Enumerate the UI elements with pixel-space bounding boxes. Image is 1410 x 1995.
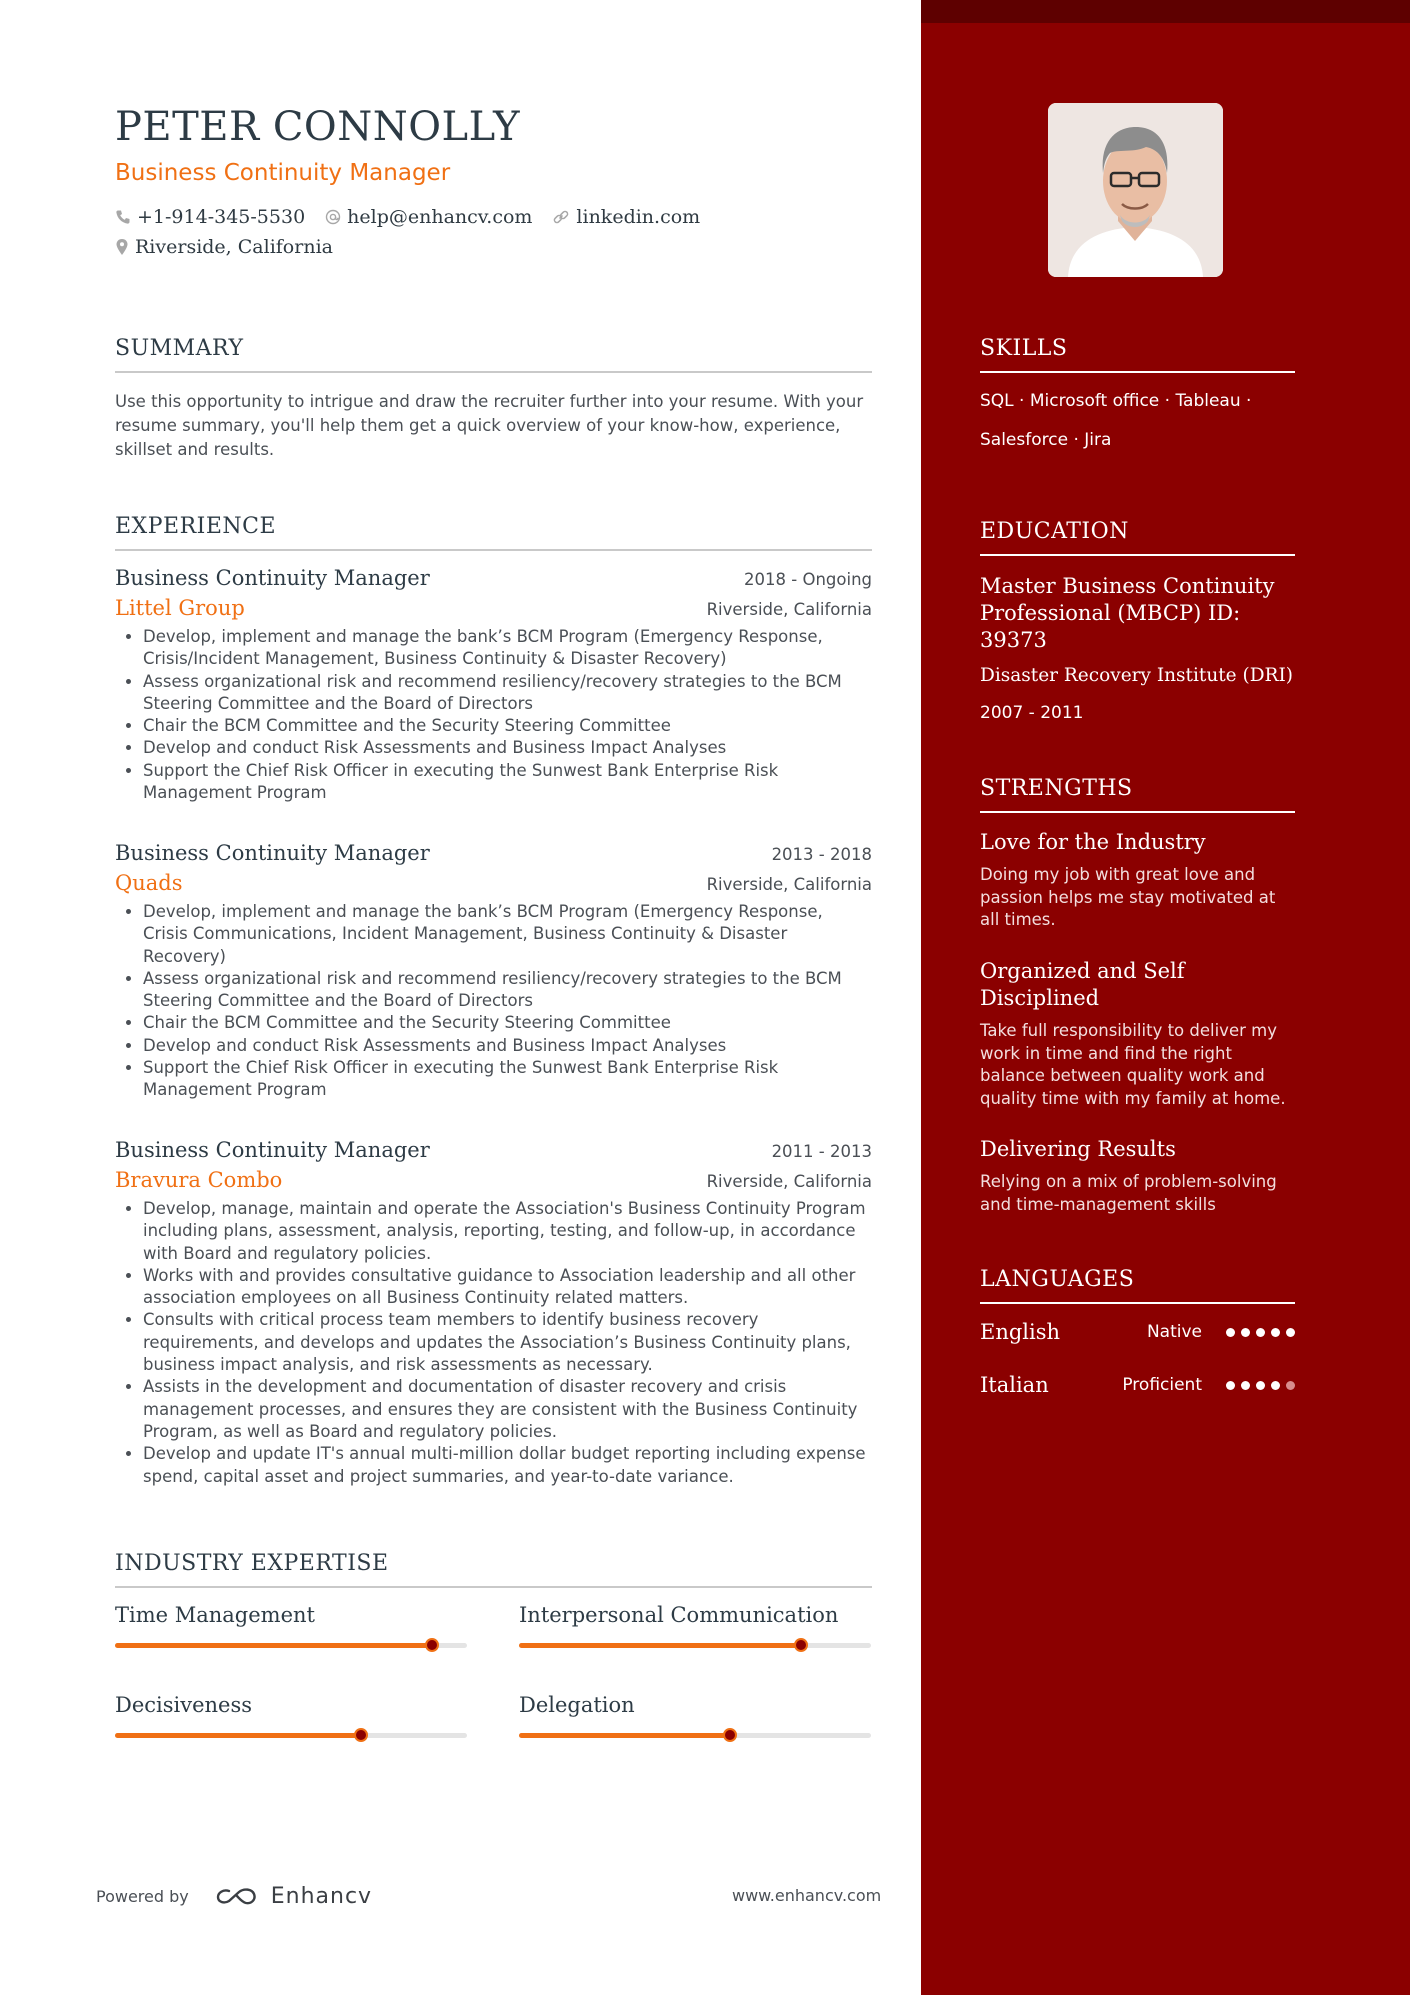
job-bullets xyxy=(115,1198,872,1488)
brand-name: Enhancv xyxy=(270,1884,373,1909)
footer-website[interactable]: www.enhancv.com xyxy=(732,1886,882,1905)
education-degree: Master Business Continuity Professional (MBCP) ID: 39373 xyxy=(980,574,1275,652)
language-dots xyxy=(1226,1328,1295,1337)
expertise-item xyxy=(519,1603,871,1648)
strength-desc: Relying on a mix of problem-solving and time-management skills xyxy=(980,1172,1277,1214)
skills-line: SQL · Microsoft office · Tableau · xyxy=(980,391,1252,411)
proficiency-dot-filled xyxy=(1256,1328,1265,1337)
language-name: Italian xyxy=(980,1373,1049,1397)
proficiency-dot-filled xyxy=(1286,1328,1295,1337)
education-school: Disaster Recovery Institute (DRI) xyxy=(980,665,1294,686)
job-bullet: • Develop and conduct Risk Assessments and Business Impact Analyses xyxy=(143,737,872,759)
strength-item xyxy=(980,958,1295,1110)
proficiency-dot-filled xyxy=(1256,1381,1265,1390)
expertise-item xyxy=(115,1603,467,1648)
summary-heading: SUMMARY xyxy=(115,336,872,373)
education-dates: 2007 - 2011 xyxy=(980,703,1084,723)
proficiency-dot-empty xyxy=(1286,1381,1295,1390)
job-bullet: • Consults with critical process team members to identify business recovery requirements, and develops and updates the Association’s Business Continuity plans, business impact analysis, and risk assessments as necessary. xyxy=(143,1309,872,1376)
powered-by-text: Powered by xyxy=(96,1887,189,1906)
job-location: Riverside, California xyxy=(706,1172,872,1191)
job-dates: 2013 - 2018 xyxy=(771,845,872,864)
job-role: Business Continuity Manager xyxy=(115,1138,430,1162)
job-bullet: • Chair the BCM Committee and the Security Steering Committee xyxy=(143,1012,872,1034)
expertise-label: Decisiveness xyxy=(115,1693,253,1717)
phone-text: +1-914-345-5530 xyxy=(137,206,306,228)
contact-row xyxy=(115,206,720,228)
candidate-title: Business Continuity Manager xyxy=(115,160,451,186)
proficiency-dot-filled xyxy=(1226,1381,1235,1390)
experience-heading: EXPERIENCE xyxy=(115,514,872,551)
sidebar xyxy=(921,0,1410,1995)
language-name: English xyxy=(980,1320,1061,1344)
job-role: Business Continuity Manager xyxy=(115,841,430,865)
at-icon xyxy=(325,209,341,225)
phone-contact[interactable] xyxy=(115,206,305,228)
job-bullet: • Works with and provides consultative guidance to Association leadership and all other association employees on all Business Continuity related matters. xyxy=(143,1265,872,1310)
language-dots xyxy=(1226,1381,1295,1390)
location-contact xyxy=(115,236,333,258)
job-location: Riverside, California xyxy=(706,875,872,894)
job-role: Business Continuity Manager xyxy=(115,566,430,590)
avatar-portrait-icon xyxy=(1048,103,1223,277)
job-bullets xyxy=(115,901,872,1102)
expertise-heading: INDUSTRY EXPERTISE xyxy=(115,1551,872,1588)
expertise-fill xyxy=(519,1643,801,1648)
enhancv-logo-icon xyxy=(215,1885,263,1909)
job-company: Bravura Combo xyxy=(115,1168,283,1192)
job-entry xyxy=(115,566,872,804)
job-company: Littel Group xyxy=(115,596,245,620)
expertise-fill xyxy=(115,1733,361,1738)
phone-icon xyxy=(115,209,131,225)
job-dates: 2011 - 2013 xyxy=(771,1142,872,1161)
job-dates: 2018 - Ongoing xyxy=(744,570,872,589)
proficiency-dot-filled xyxy=(1271,1328,1280,1337)
job-bullet: • Develop and conduct Risk Assessments and Business Impact Analyses xyxy=(143,1035,872,1057)
job-bullet: • Chair the BCM Committee and the Security Steering Committee xyxy=(143,715,872,737)
job-entry xyxy=(115,841,872,1102)
proficiency-dot-filled xyxy=(1271,1381,1280,1390)
language-item xyxy=(980,1320,1295,1344)
strength-title: Love for the Industry xyxy=(980,830,1206,854)
strength-item xyxy=(980,829,1295,932)
location-text: Riverside, California xyxy=(135,236,333,258)
job-bullets xyxy=(115,626,872,804)
email-contact[interactable] xyxy=(325,206,532,228)
skills-heading: SKILLS xyxy=(980,336,1295,373)
profile-photo xyxy=(1048,103,1223,277)
strength-title: Delivering Results xyxy=(980,1137,1176,1161)
strengths-heading: STRENGTHS xyxy=(980,776,1295,813)
job-bullet: • Assess organizational risk and recommend resiliency/recovery strategies to the BCM Steering Committee and the Board of Directors xyxy=(143,968,872,1013)
location-row xyxy=(115,236,353,258)
location-pin-icon xyxy=(115,238,129,256)
expertise-item xyxy=(115,1693,467,1738)
language-level: Native xyxy=(1146,1322,1202,1342)
expertise-label: Time Management xyxy=(115,1603,315,1627)
linkedin-text: linkedin.com xyxy=(576,206,701,228)
sidebar-top-band xyxy=(921,0,1410,23)
proficiency-dot-filled xyxy=(1241,1328,1250,1337)
proficiency-dot-filled xyxy=(1241,1381,1250,1390)
expertise-knob xyxy=(723,1728,737,1742)
job-entry xyxy=(115,1138,872,1488)
job-bullet: • Support the Chief Risk Officer in executing the Sunwest Bank Enterprise Risk Management Program xyxy=(143,760,872,805)
linkedin-contact[interactable] xyxy=(552,206,700,228)
job-location: Riverside, California xyxy=(706,600,872,619)
expertise-bar xyxy=(519,1733,871,1738)
strength-item xyxy=(980,1136,1295,1216)
job-bullet: • Develop, manage, maintain and operate the Association's Business Continuity Program including plans, assessment, analysis, reporting, testing, and follow-up, in accordance with Board and regulatory policies. xyxy=(143,1198,872,1265)
email-text: help@enhancv.com xyxy=(347,206,533,228)
link-icon xyxy=(552,208,570,226)
proficiency-dot-filled xyxy=(1226,1328,1235,1337)
expertise-label: Delegation xyxy=(519,1693,635,1717)
expertise-bar xyxy=(519,1643,871,1648)
job-bullet: • Develop, implement and manage the bank’s BCM Program (Emergency Response, Crisis/Incident Management, Business Continuity & Disaster Recovery) xyxy=(143,626,872,671)
strength-desc: Take full responsibility to deliver my work in time and find the right balance between quality work and quality time with my family at home. xyxy=(980,1021,1286,1108)
expertise-bar xyxy=(115,1733,467,1738)
strength-title: Organized and Self Disciplined xyxy=(980,959,1185,1010)
expertise-label: Interpersonal Communication xyxy=(519,1603,839,1627)
expertise-knob xyxy=(354,1728,368,1742)
job-bullet: • Develop and update IT's annual multi-million dollar budget reporting including expense spend, capital asset and project summaries, and year-to-date variance. xyxy=(143,1443,872,1488)
expertise-fill xyxy=(115,1643,432,1648)
job-company: Quads xyxy=(115,871,183,895)
skills-line: Salesforce · Jira xyxy=(980,430,1112,450)
education-heading: EDUCATION xyxy=(980,519,1295,556)
expertise-item xyxy=(519,1693,871,1738)
job-bullet: • Support the Chief Risk Officer in executing the Sunwest Bank Enterprise Risk Management Program xyxy=(143,1057,872,1102)
expertise-bar xyxy=(115,1643,467,1648)
expertise-fill xyxy=(519,1733,730,1738)
expertise-knob xyxy=(425,1638,439,1652)
job-bullet: • Develop, implement and manage the bank’s BCM Program (Emergency Response, Crisis Communications, Incident Management, Business Continuity & Disaster Recovery) xyxy=(143,901,872,968)
expertise-knob xyxy=(794,1638,808,1652)
job-bullet: • Assess organizational risk and recommend resiliency/recovery strategies to the BCM Steering Committee and the Board of Directors xyxy=(143,671,872,716)
summary-text: Use this opportunity to intrigue and draw the recruiter further into your resume. With your resume summary, you'll help them get a quick overview of your know-how, experience, skillset and results. xyxy=(115,392,864,459)
footer-powered xyxy=(96,1884,372,1909)
strength-desc: Doing my job with great love and passion helps me stay motivated at all times. xyxy=(980,865,1276,929)
language-level: Proficient xyxy=(1122,1375,1202,1395)
language-item xyxy=(980,1373,1295,1397)
languages-heading: LANGUAGES xyxy=(980,1267,1295,1304)
job-bullet: • Assists in the development and documentation of disaster recovery and crisis management processes, and ensures they are consistent with the Business Continuity Program, as well as Board and regulatory policies. xyxy=(143,1376,872,1443)
candidate-name: PETER CONNOLLY xyxy=(115,104,520,150)
